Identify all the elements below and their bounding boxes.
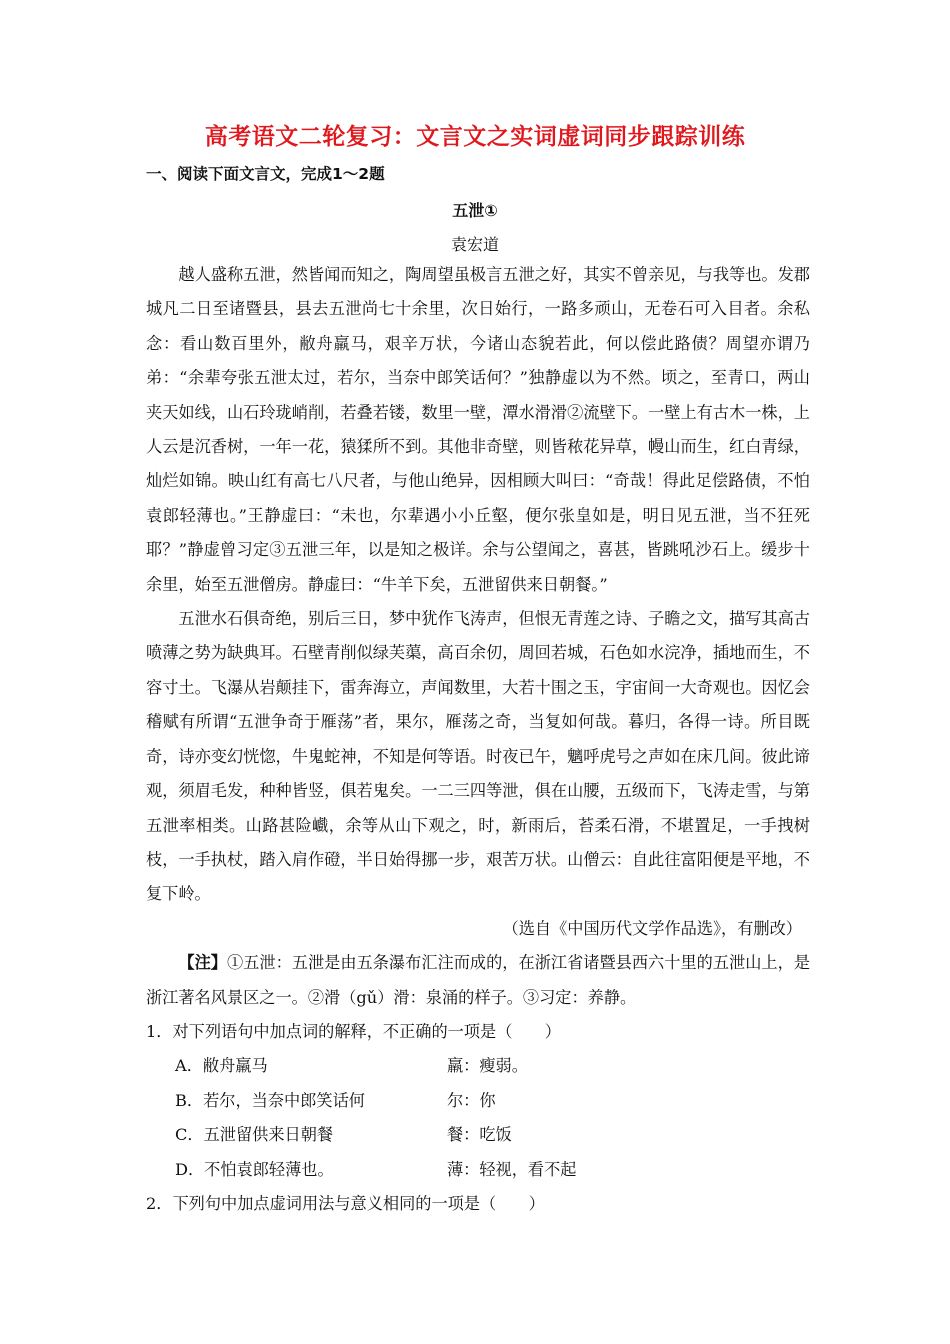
essay-author: 袁宏道 xyxy=(450,235,499,254)
question-1-option-a xyxy=(146,1049,810,1083)
option-text: B．若尔，当奈中郎笑话何 xyxy=(175,1090,365,1110)
footnote xyxy=(146,946,810,1015)
footnote-text: ①五泄：五泄是由五条瀑布汇注而成的，在浙江省诸暨县西六十里的五泄山上，是浙江著名风景区之一。②滑（gǔ）滑：泉涌的样子。③习定：养静。 xyxy=(146,953,811,1007)
option-text: D．不怕袁郎轻薄也。 xyxy=(175,1159,334,1179)
option-gloss: 餐：吃饭 xyxy=(447,1125,512,1145)
essay-paragraph-2: 五泄水石俱奇绝，别后三日，梦中犹作飞涛声，但恨无青莲之诗、子瞻之文，描写其高古喷薄之势为缺典耳。石壁青削似绿芙蕖，高百余仞，周回若城，石色如水浣净，插地而生，不容寸土。飞瀑从岩颠挂下，雷奔海立，声闻数里，大若十围之玉，宇宙间一大奇观也。因忆会稽赋有所谓“五泄争奇于雁荡”者，果尔，雁荡之奇，当复如何哉。暮归，各得一诗。所目既奇，诗亦变幻恍惚，牛鬼蛇神，不知是何等语。时夜已午，魑呼虎号之声如在床几间。彼此谛观，须眉毛发，种种皆竖，俱若鬼矣。一二三四等泄，俱在山腰，五级而下，飞涛走雪，与第五泄率相类。山路甚险巇，余等从山下观之，时，新雨后，苔柔石滑，不堪置足，一手拽树枝，一手执杖，踏入肩作磴，半日始得挪一步，艰苦万状。山僧云：自此往富阳便是平地，不复下岭。 xyxy=(146,609,810,904)
option-gloss: 尔：你 xyxy=(447,1090,496,1110)
question-2: 2．下列句中加点虚词用法与意义相同的一项是（ ） xyxy=(146,1193,545,1213)
document-body xyxy=(146,258,810,1221)
question-1-option-c xyxy=(146,1118,810,1152)
footnote-label: 【注】 xyxy=(178,953,227,973)
option-gloss: 羸：瘦弱。 xyxy=(447,1056,528,1076)
question-1: 1．对下列语句中加点词的解释，不正确的一项是（ ） xyxy=(146,1021,561,1041)
document-title: 高考语文二轮复习：文言文之实词虚词同步跟踪训练 xyxy=(204,124,746,150)
option-gloss: 薄：轻视，看不起 xyxy=(447,1159,577,1179)
question-1-option-b xyxy=(146,1084,810,1118)
option-text: C．五泄留供来日朝餐 xyxy=(175,1125,334,1145)
option-text: A．敝舟羸马 xyxy=(175,1056,268,1076)
question-1-option-d xyxy=(146,1153,810,1187)
section-heading: 一、阅读下面文言文，完成1～2题 xyxy=(146,165,385,183)
source-citation: （选自《中国历代文学作品选》，有删改） xyxy=(502,918,802,938)
essay-paragraph-1: 越人盛称五泄，然皆闻而知之，陶周望虽极言五泄之好，其实不曾亲见，与我等也。发郡城凡二日至诸暨县，县去五泄尚七十余里，次日始行，一路多顽山，无卷石可入目者。余私念：看山数百里外，敝舟羸马，艰辛万状，今诸山态貌若此，何以偿此路债？周望亦谓乃弟：“余辈夸张五泄太过，若尔，当奈中郎笑话何？”独静虚以为不然。顷之，至青口，两山夹天如线，山石玲珑峭削，若叠若镂，数里一壁，潭水滑滑②流壁下。一壁上有古木一株，上人云是沉香树，一年一花，猿猱所不到。其他非奇壁，则皆秾花异草，幔山而生，红白青绿，灿烂如锦。映山红有高七八尺者，与他山绝异，因相顾大叫曰：“奇哉！得此足偿路债，不怕袁郎轻薄也。”王静虚曰：“未也，尔辈遇小小丘壑，便尔张皇如是，明日见五泄，当不狂死耶？”静虚曾习定③五泄三年，以是知之极详。余与公望闻之，喜甚，皆跳吼沙石上。缓步十余里，始至五泄僧房。静虚曰：“牛羊下矣，五泄留供来日朝餐。” xyxy=(146,265,810,594)
essay-title: 五泄① xyxy=(452,201,498,220)
